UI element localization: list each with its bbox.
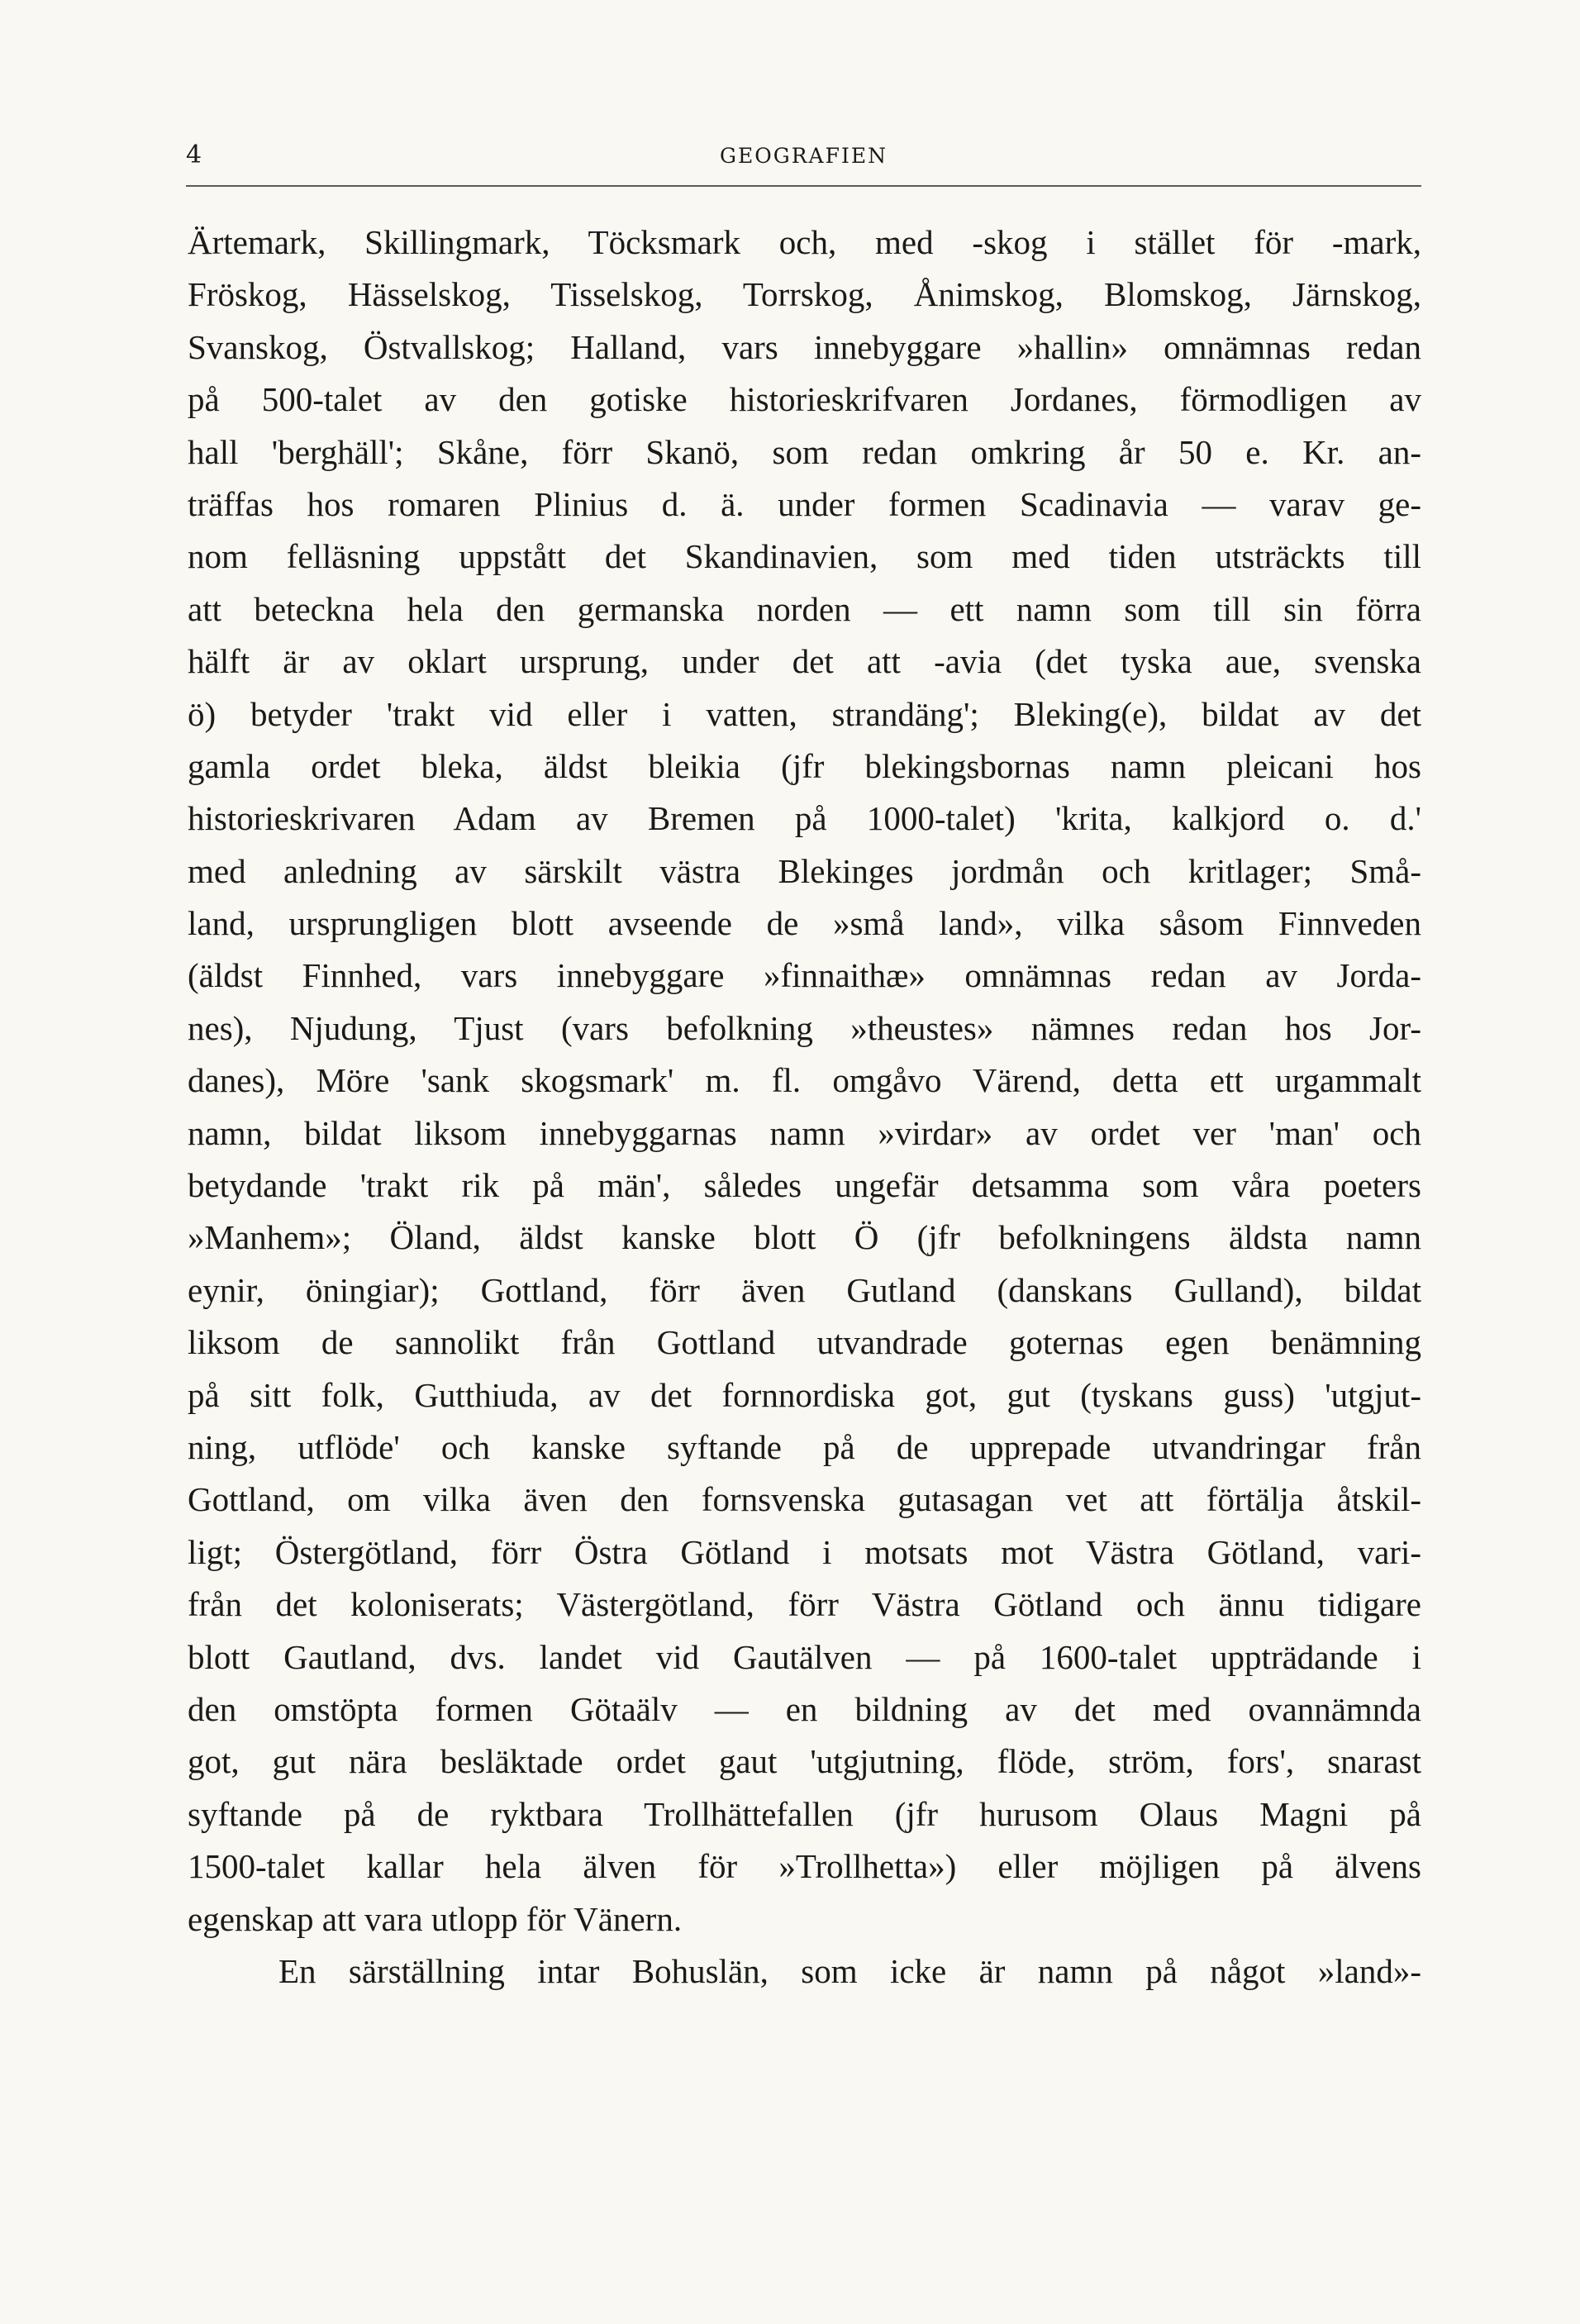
paragraph-end-line: egenskap att vara utlopp för Vänern. <box>188 1899 683 1938</box>
running-head <box>186 139 1421 175</box>
text-line: Svanskog, Östvallskog; Halland, vars innebyggare »hallin» omnämnas redan <box>188 327 1421 366</box>
header-rule <box>186 185 1421 187</box>
text-line: med anledning av särskilt västra Blekinges jordmån och kritlager; Små- <box>188 851 1421 890</box>
text-line: på sitt folk, Gutthiuda, av det fornnordiska got, gut (tyskans guss) 'utgjut- <box>188 1375 1421 1414</box>
text-line: på 500-talet av den gotiske historieskrifvaren Jordanes, förmodligen av <box>188 380 1421 419</box>
text-line: eynir, öningiar); Gottland, förr även Gutland (danskans Gulland), bildat <box>188 1270 1421 1309</box>
text-line: från det koloniserats; Västergötland, förr Västra Götland och ännu tidigare <box>188 1585 1421 1624</box>
text-line: Ärtemark, Skillingmark, Töcksmark och, med -skog i stället för -mark, <box>188 223 1421 261</box>
page-number: 4 <box>186 140 202 169</box>
text-line: hälft är av oklart ursprung, under det att -avia (det tyska aue, svenska <box>188 642 1421 681</box>
text-line: nes), Njudung, Tjust (vars befolkning »theustes» nämnes redan hos Jor- <box>188 1008 1421 1047</box>
text-line: hall 'berghäll'; Skåne, förr Skanö, som redan omkring år 50 e. Kr. an- <box>188 432 1421 471</box>
text-line: »Manhem»; Öland, äldst kanske blott Ö (jfr befolkningens äldsta namn <box>188 1218 1421 1257</box>
text-line: historieskrivaren Adam av Bremen på 1000-talet) 'krita, kalkjord o. d.' <box>188 799 1421 838</box>
text-line: namn, bildat liksom innebyggarnas namn »virdar» av ordet ver 'man' och <box>188 1113 1421 1152</box>
text-line: betydande 'trakt rik på män', således ungefär detsamma som våra poeters <box>188 1166 1421 1205</box>
text-line: ö) betyder 'trakt vid eller i vatten, strandäng'; Bleking(e), bildat av det <box>188 694 1421 733</box>
text-line: land, ursprungligen blott avseende de »små land», vilka såsom Finnveden <box>188 904 1421 943</box>
text-line: Fröskog, Hässelskog, Tisselskog, Torrskog, Ånimskog, Blomskog, Järnskog, <box>188 275 1421 314</box>
text-line: liksom de sannolikt från Gottland utvandrade goternas egen benämning <box>188 1323 1421 1362</box>
text-line: got, gut nära besläktade ordet gaut 'utgjutning, flöde, ström, fors', snarast <box>188 1742 1421 1781</box>
text-line: träffas hos romaren Plinius d. ä. under formen Scadinavia — varav ge- <box>188 484 1421 523</box>
text-line: Gottland, om vilka även den fornsvenska gutasagan vet att förtälja åtskil- <box>188 1480 1421 1519</box>
text-line: ning, utflöde' och kanske syftande på de upprepade utvandringar från <box>188 1427 1421 1466</box>
text-line: den omstöpta formen Götaälv — en bildning av det med ovannämnda <box>188 1689 1421 1728</box>
text-line: gamla ordet bleka, äldst bleikia (jfr blekingsbornas namn pleicani hos <box>188 746 1421 785</box>
text-line: danes), Möre 'sank skogsmark' m. fl. omgåvo Värend, detta ett urgammalt <box>188 1061 1421 1100</box>
text-line: att beteckna hela den germanska norden — ett namn som till sin förra <box>188 589 1421 628</box>
text-line: blott Gautland, dvs. landet vid Gautälven — på 1600-talet uppträdande i <box>188 1637 1421 1676</box>
text-line: (äldst Finnhed, vars innebyggare »finnaithæ» omnämnas redan av Jorda- <box>188 956 1421 995</box>
text-line: 1500-talet kallar hela älven för »Trollhetta») eller möjligen på älvens <box>188 1847 1421 1886</box>
paragraph-start-line: En särställning intar Bohuslän, som icke är namn på något »land»- <box>278 1951 1421 1990</box>
text-line: syftande på de ryktbara Trollhättefallen (jfr hurusom Olaus Magni på <box>188 1794 1421 1833</box>
section-title: GEOGRAFIEN <box>720 144 888 168</box>
body-text <box>188 217 1421 1998</box>
text-line: nom felläsning uppstått det Skandinavien, som med tiden utsträckts till <box>188 537 1421 576</box>
text-line: ligt; Östergötland, förr Östra Götland i motsats mot Västra Götland, vari- <box>188 1532 1421 1571</box>
